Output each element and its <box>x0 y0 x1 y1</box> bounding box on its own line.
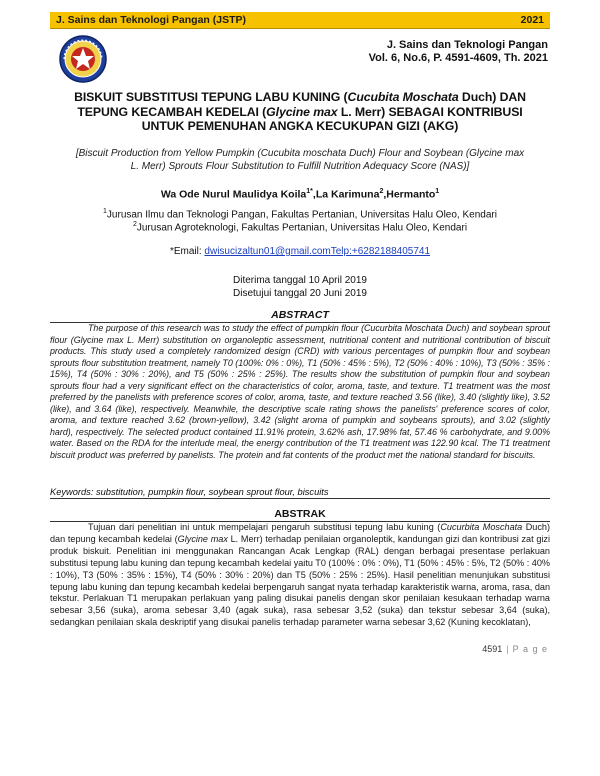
page-number: 4591 <box>482 644 503 654</box>
abstrak-part1: Tujuan dari penelitian ini untuk mempelajari pengaruh substitusi tepung labu kuning ( <box>88 522 441 532</box>
author-3: ,Hermanto <box>383 188 436 201</box>
affiliation-1-text: Jurusan Ilmu dan Teknologi Pangan, Fakultas Pertanian, Universitas Halu Oleo, Kendari <box>106 209 497 221</box>
affiliation-1-mark: 1 <box>103 208 107 215</box>
author-list <box>50 188 550 201</box>
abstrak-species1: Cucurbita Moschata <box>440 522 523 532</box>
author-3-mark: 1 <box>435 188 440 195</box>
affiliation-2 <box>50 221 550 233</box>
journal-reference <box>369 39 548 64</box>
abstrak-part3: L. Merr) terhadap penilaian organoleptik, kandungan gizi dan kontribusi zat gizi produk biskuit. Penelitian ini menggunakan Rancangan Acak Lengkap (RAL) dengan berbagai presentase perlakuan substitusi tepung labu kuning dan tepung kecambah kedelai yaitu T0 (100% : 0% : 0%), T1 (50% : 45% : 5%, T2 (50% : 40% : 10%), T3 (50% : 35% : 15%), T4 (50% : 30% : 20%) dan T5 (50% : 25% : 25%). Hasil penelitian menunjukan substitusi tepung labu kuning dan tepung kecambah kedelai berpengaruh sangat nyata terhadap karakteristik warna, aroma, rasa, dan tekstur. Perlakuan T1 merupakan perlakuan yang paling disukai panelis dengan skor penilaian kesukaan terhadap warna sebesar 3,56 (suka), aroma sebesar 3,40 (agak suka), rasa sebesar 3,52 (suka) dan tekstur sebesar 3,64 (suka), sedangkan penilaian skala deskriptif yang disukai panelis terhadap parameter warna sebesar 3,62 (Kuning kecoklatan), <box>50 533 551 628</box>
email-link[interactable]: dwisucizaltun01@gmail.com <box>204 246 331 257</box>
abstract-heading: ABSTRACT <box>50 309 550 323</box>
received-date: Diterima tanggal 10 April 2019 <box>233 275 367 286</box>
phone-link[interactable]: Telp:+6282188405741 <box>330 246 431 257</box>
title-part3: L. Merr) SEBAGAI KONTRIBUSI UNTUK PEMENUHAN ANGKA KECUKUPAN GIZI (AKG) <box>141 104 523 133</box>
paper-subtitle-english: [Biscuit Production from Yellow Pumpkin (Cucubita moschata Duch) Flour and Soybean (Glycine max L. Merr) Sprouts Flour Substitution to Fulfill Nutrition Adequacy Score (NAS)] <box>75 148 525 172</box>
abstrak-species2: Glycine max <box>177 533 228 544</box>
email-label: *Email: <box>169 246 205 257</box>
affiliation-2-text: Jurusan Agroteknologi, Fakultas Pertanian, Universitas Halu Oleo, Kendari <box>136 222 468 234</box>
affiliation-2-mark: 2 <box>132 221 137 228</box>
author-2-mark: 2 <box>379 188 384 195</box>
journal-name: J. Sains dan Teknologi Pangan (JSTP) <box>56 14 247 26</box>
abstrak-text <box>50 522 550 629</box>
journal-header-bar <box>50 12 550 29</box>
university-seal-icon <box>58 34 108 84</box>
journal-year: 2021 <box>520 14 544 26</box>
author-1: Wa Ode Nurul Maulidya Koila <box>160 188 307 201</box>
title-species1: Cucubita Moschata <box>347 90 459 104</box>
title-part1: BISKUIT SUBSTITUSI TEPUNG LABU KUNING ( <box>74 90 348 104</box>
page-footer <box>482 644 548 654</box>
journal-ref-title: J. Sains dan Teknologi Pangan <box>386 39 548 51</box>
author-1-mark: 1* <box>306 188 313 195</box>
corresponding-contact <box>50 246 550 257</box>
title-species2: Glycine max <box>266 104 338 119</box>
affiliation-1 <box>50 208 550 220</box>
journal-ref-volume: Vol. 6, No.6, P. 4591-4609, Th. 2021 <box>368 52 548 64</box>
author-2: ,La Karimuna <box>312 188 380 201</box>
page-label: P a g e <box>512 644 548 654</box>
footer-separator: | <box>506 644 509 654</box>
abstract-text: The purpose of this research was to study the effect of pumpkin flour (Cucurbita Moschata Duch) and soybean sprout flour (Glycine max L. Merr) substitution on organoleptic assessment, nutritional content and nutritional contribution of biscuit products. This study used a completely randomized design (CRD) with various percentages of pumpkin flour and soybean sprouts flour substitution treatment, namely T0 (100%: 0% : 0%), T1 (50% : 45% : 5%), T2 (50% : 40% : 10%), T3 (50% : 35% : 15%), T4 (50% : 30% : 20%), and T5 (50% : 25% : 25%). The results show the substitution of pumpkin flour and soybean sprouts flour had a very significant effect on the characteristics of color, aroma, taste, and texture. T1 treatment was the most preferred by the panelists with preference scores of color, aroma, taste, and texture reached 3.56 (like), 3.40 (slightly like), 3.52 (like), and 3.64 (like), respectively. Meanwhile, the descriptive scale rating shows the panelists' preference scores of color, aroma, and texture reached 3.62 (brown-yellow), 3.42 (slight aroma of pumpkin and soybeans sprouts), and 3.02 (slightly hard), respectively. The selected product contained 11.91% protein, 3.62% ash, 17.98% fat, 57.46 % carbohydrate, and 9.00% water. Based on the RDA for the interlude meal, the energy contribution of the T1 treatment was 122.90 kcal. The T1 treatment biscuit product was preferred by panelists. The protein and fat contents of the product met the national standard for biscuits. <box>50 323 550 460</box>
abstrak-part2: Duch) dan tepung kecambah kedelai ( <box>50 522 550 544</box>
paper-title <box>72 90 528 134</box>
keywords: Keywords: substitution, pumpkin flour, soybean sprout flour, biscuits <box>50 487 550 499</box>
title-part2: Duch) DAN TEPUNG KECAMBAH KEDELAI ( <box>77 90 526 119</box>
approved-date: Disetujui tanggal 20 Juni 2019 <box>233 288 367 299</box>
abstrak-heading: ABSTRAK <box>50 508 550 522</box>
